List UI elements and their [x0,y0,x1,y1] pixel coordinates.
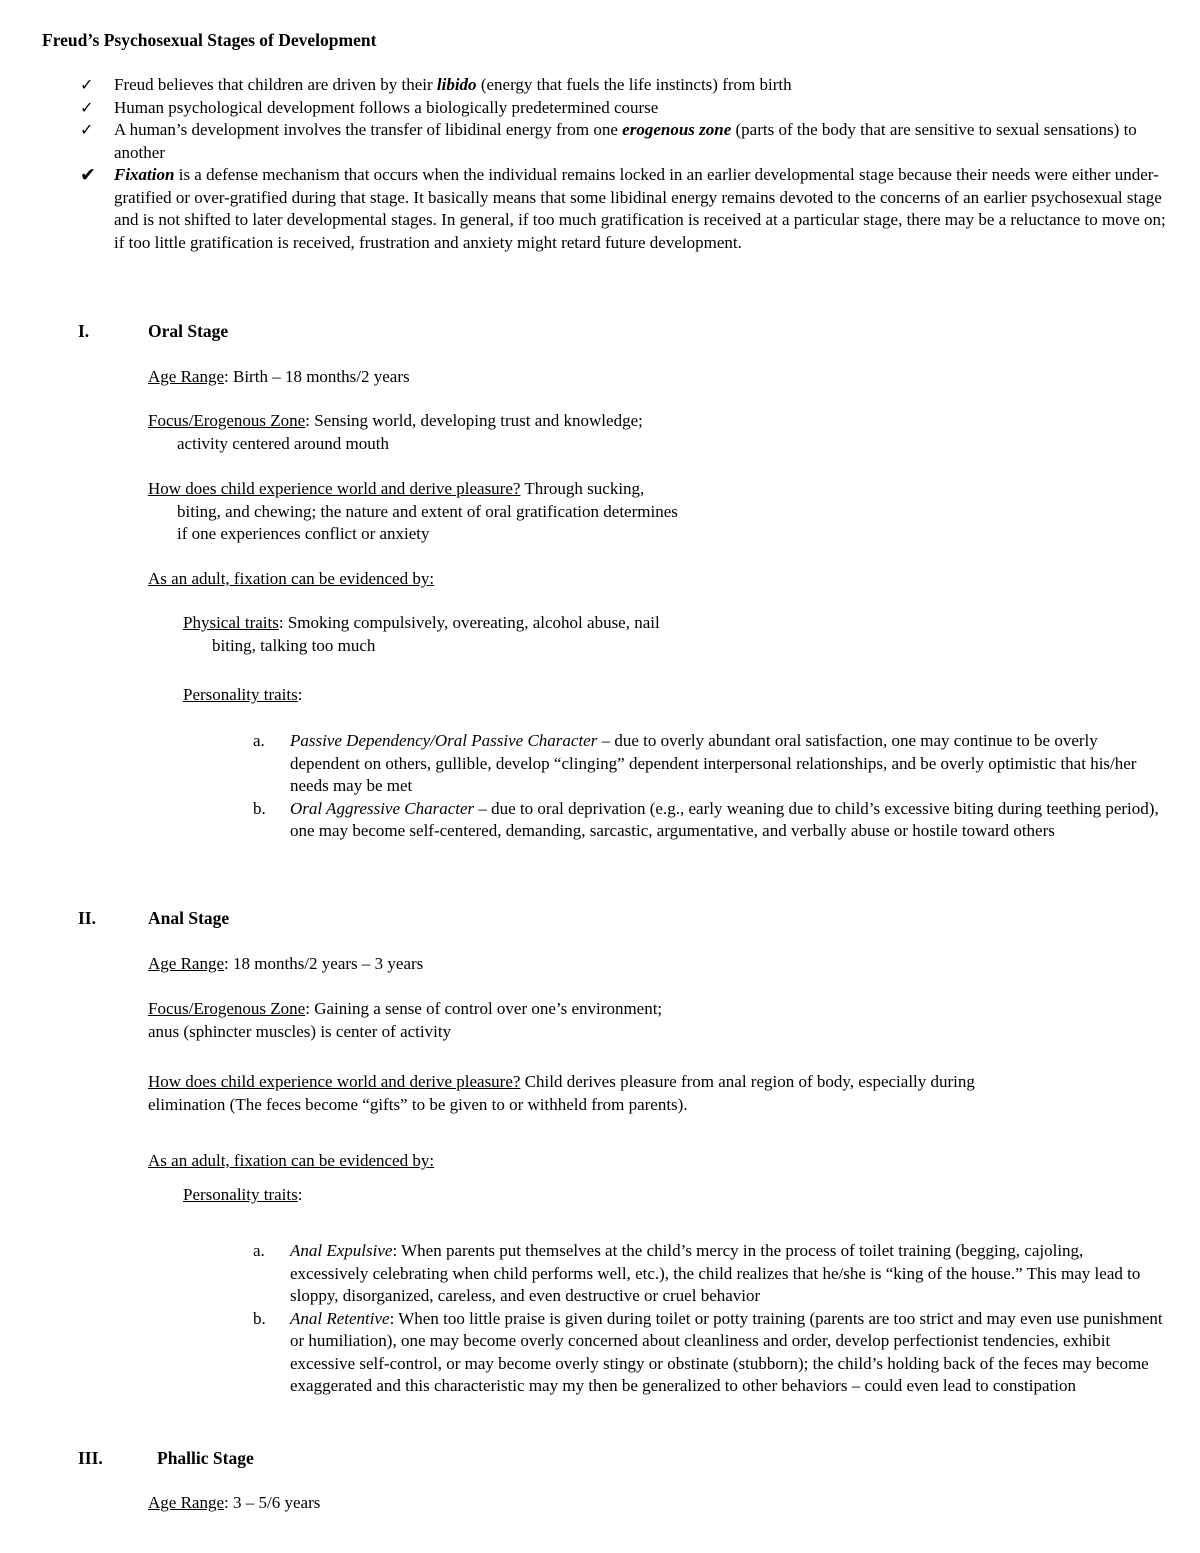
oral-age-range: Age Range: Birth – 18 months/2 years [148,367,410,386]
anal-trait-list [253,1240,1163,1398]
anal-adult-fixation-label: As an adult, fixation can be evidenced by: [148,1151,435,1170]
list-item: b. Oral Aggressive Character – due to oral deprivation (e.g., early weaning due to child’s excessive biting during teething period), one may become self-centered, demanding, sarcastic, argumentative, and verbally abuse or hostile toward others [253,798,1159,840]
oral-physical-traits: Physical traits: Smoking compulsively, overeating, alcohol abuse, nail biting, talking too much [183,613,660,655]
checkmark-icon: ✓ [80,97,94,117]
phallic-age-range: Age Range: 3 – 5/6 years [148,1493,321,1512]
checkmark-icon: ✓ [80,75,94,94]
anal-focus: Focus/Erogenous Zone: Gaining a sense of control over one’s environment; anus (sphincter muscles) is center of activity [148,999,663,1041]
oral-personality-traits-label: Personality traits: [183,685,303,704]
oral-adult-fixation-label: As an adult, fixation can be evidenced by: [148,569,435,588]
list-item: a. Passive Dependency/Oral Passive Character – due to overly abundant oral satisfaction, one may continue to be overly dependent on others, gullible, develop “clinging” dependent interpersonal relationships, and be overly optimistic that his/her needs may be met [253,731,1137,795]
bullet-libido: ✓ Freud believes that children are driven by their libido (energy that fuels the life instincts) from birth [80,74,1170,97]
bullet-development-course: ✓ Human psychological development follows a biologically predetermined course [80,97,1170,120]
oral-focus: Focus/Erogenous Zone: Sensing world, developing trust and knowledge; activity centered around mouth [148,411,643,453]
intro-bullet-list [80,74,1170,254]
term-fixation: Fixation [114,165,175,184]
list-item: b. Anal Retentive: When too little praise is given during toilet or potty training (parents are too strict and may even use punishment or humiliation), one may become overly concerned about cleanliness and order, develop perfectionist tendencies, exhibit excessive self-control, or may become overly stingy or obstinate (stubborn); the child’s holding back of the feces may become exaggerated and this characteristic may my then be generalized to other behaviors – could even lead to constipation [253,1308,1163,1395]
bullet-erogenous-zone: ✓ A human’s development involves the transfer of libidinal energy from one erogenous zone (parts of the body that are sensitive to sexual sensations) to another [80,120,1137,162]
document-title: Freud’s Psychosexual Stages of Development [42,30,377,50]
oral-how: How does child experience world and derive pleasure? Through sucking, biting, and chewing; the nature and extent of oral gratification determines if one experiences conflict or anxiety [148,479,678,543]
oral-stage-numeral: I. [78,321,90,341]
phallic-stage-heading: Phallic Stage [157,1448,254,1468]
anal-stage-numeral: II. [78,908,96,928]
anal-personality-traits-label: Personality traits: [183,1185,303,1204]
oral-trait-list [253,730,1163,843]
bullet-fixation: ✔ Fixation is a defense mechanism that occurs when the individual remains locked in an earlier developmental stage because their needs were either under-gratified or over-gratified during that stage. It basically means that some libidinal energy remains devoted to the concerns of an earlier psychosexual stage and is not shifted to later developmental stages. In general, if too much gratification is received at a particular stage, there may be a reluctance to move on; if too little gratification is received, frustration and anxiety might retard future development. [80,164,1166,252]
oral-stage-heading: Oral Stage [148,321,229,341]
anal-stage-heading: Anal Stage [148,908,230,928]
list-item: a. Anal Expulsive: When parents put themselves at the child’s mercy in the process of toilet training (begging, cajoling, excessively celebrating when child performs well, etc.), the child realizes that he/she is “king of the house.” This may lead to sloppy, disorganized, careless, and even destructive or cruel behavior [253,1241,1141,1305]
checkmark-icon: ✔ [80,164,96,186]
anal-age-range: Age Range: 18 months/2 years – 3 years [148,954,424,973]
checkmark-icon: ✓ [80,120,94,139]
phallic-stage-numeral: III. [78,1448,103,1468]
anal-how: How does child experience world and derive pleasure? Child derives pleasure from anal region of body, especially during elimination (The feces become “gifts” to be given to or withheld from parents). [148,1072,975,1114]
term-erogenous-zone: erogenous zone [622,120,732,139]
term-libido: libido [436,75,477,94]
